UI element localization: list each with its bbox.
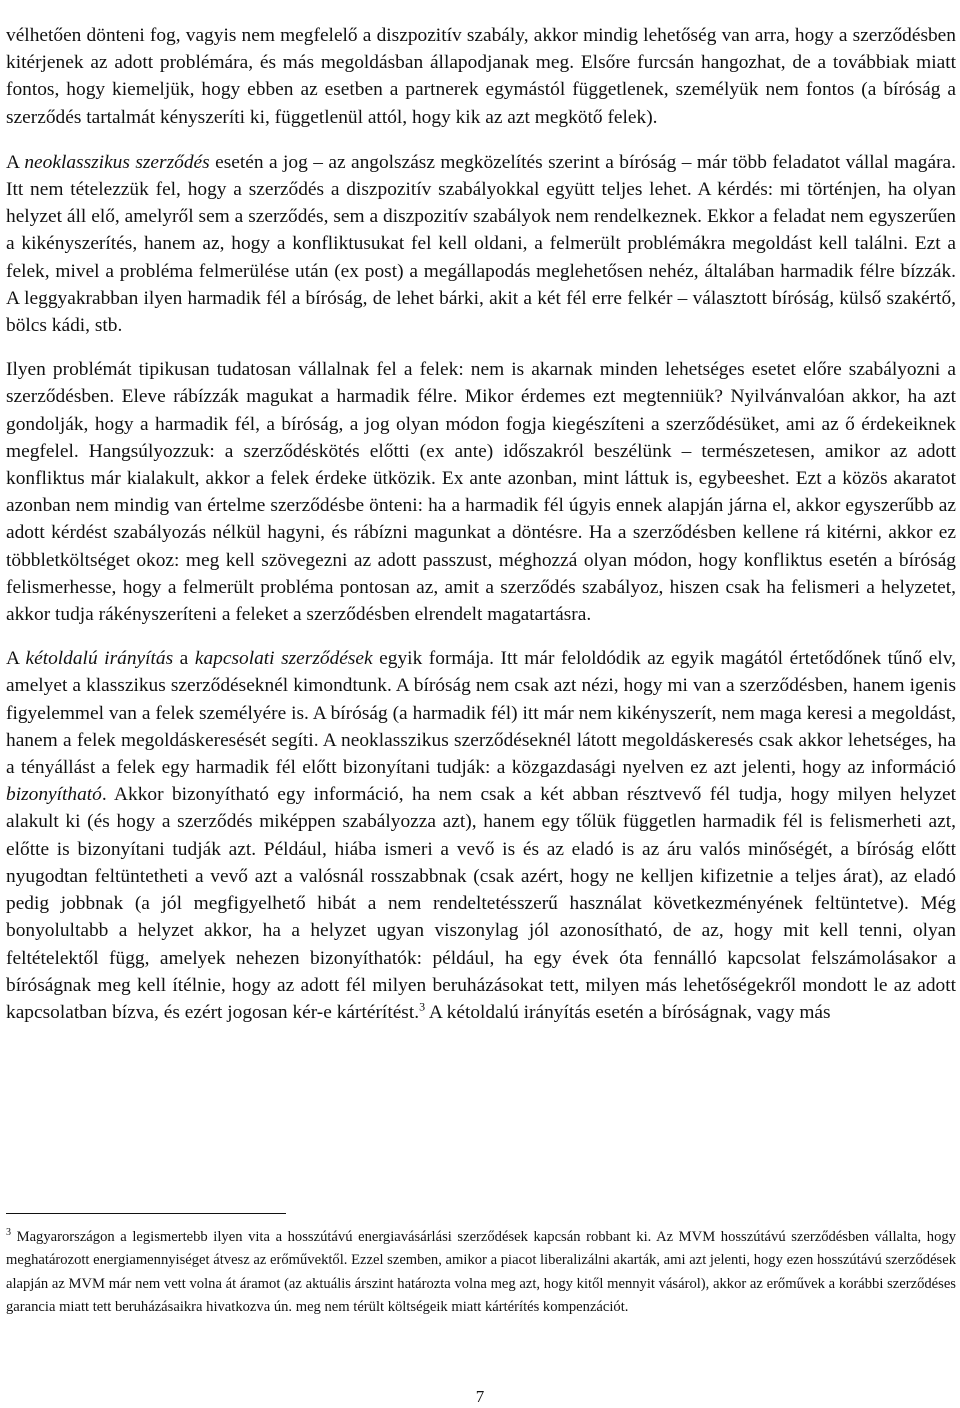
footnote-separator bbox=[6, 1213, 286, 1214]
text-segment: Ilyen problémát tipikusan tudatosan vállalnak fel a felek: nem is akarnak minden lehetséges esetet előre szabályozni a szerződésben. Eleve rábízzák magukat a harmadik félre. Mikor érdemes ezt megtenniük? Nyilvánvalóan akkor, ha azt gondolják, hogy a harmadik fél, a bíróság, a jog olyan módon fogja kiegészíteni a szerződésüket, ami az ő érdekeiknek megfelel. Hangsúlyozzuk: a szerződéskötés előtti (ex ante) időszakról beszélünk – természetesen, amikor az adott konfliktus már kialakult, akkor a felek érdeke ütközik. Ex ante azonban, mint láttuk is, egybeeshet. Ezt a közös akaratot azonban nem mindig van értelme szerződésbe önteni: ha a harmadik fél úgyis ennek alapján járna el, akkor egyszerűbb az adott kérdést szabályozás nélkül hagyni, és rábízni magunkat a döntésre. Ha a szerződésben kellene rá kitérni, akkor ez többletköltséget okoz: meg kell szövegezni az adott passzust, méghozzá olyan módon, hogy konfliktus esetén a bíróság felismerhesse, hogy a felmerült probléma pontosan az, amit a szerződés szabályoz, hiszen csak ha felismeri a helyzetet, akkor tudja rákényszeríteni a feleket a szerződésben elrendelt magatartásra. bbox=[6, 359, 956, 626]
document-body bbox=[6, 22, 956, 1026]
text-segment: vélhetően dönteni fog, vagyis nem megfelelő a diszpozitív szabály, akkor mindig lehetőség van arra, hogy a szerződésben kitérjenek az adott problémára, és más megoldásban állapodjanak meg. Elsőre furcsán hangozhat, de a továbbiak miatt fontos, hogy kiemeljük, hogy ebben az esetben a partnerek egymástól függetlenek, személyük nem fontos (a bíróság a szerződés tartalmát kényszeríti ki, függetlenül attól, hogy kik az azt megkötő felek). bbox=[6, 25, 956, 128]
page-number: 7 bbox=[475, 1387, 485, 1406]
text-segment: . Akkor bizonyítható egy információ, ha nem csak a két abban résztvevő fél tudja, hogy milyen helyzet alakult ki (és hogy a szerződés miképpen szabályozza azt), hanem egy tőlük független harmadik fél is felismerheti azt, előtte is bizonyítani tudják azt. Például, hiába ismeri a vevő is és az eladó is az áru valós minőségét, a bíróság előtt nyugodtan feltüntetheti a vevő azt a valósnál rosszabbnak (csak azért, hogy ne kelljen kifizetnie a teljes árat), az eladó pedig jobbnak (a jól megfigyelhető hibát a nem rendeltetésszerű használat következményének feltüntetve). Még bonyolultabb a helyzet akkor, ha a helyzet ugyan viszonylag jól azonosítható, de az, hogy mit kell tenni, olyan feltételektől függ, amelyek nehezen bizonyíthatók: például, ha egy évek óta fennálló kapcsolat felszámolásakor a bíróságnak meg kell ítélnie, hogy az adott fél milyen beruházásokat tett, milyen más lehetőségekről mondott le az adott kapcsolatban bízva, és ezért jogosan kér-e kártérítést. bbox=[6, 784, 956, 1023]
footnote-reference: 3 bbox=[419, 999, 426, 1014]
footnote-marker: 3 bbox=[6, 1227, 11, 1239]
text-segment: A bbox=[6, 648, 26, 670]
paragraph-2 bbox=[6, 149, 956, 339]
text-segment: a bbox=[173, 648, 195, 670]
paragraph-4 bbox=[6, 645, 956, 1026]
footnote-text: Magyarországon a legismertebb ilyen vita a hosszútávú energiavásárlási szerződések kapcsán robbant ki. Az MVM hosszútávú szerződésben vállalta, hogy meghatározott energiamennyiséget átvesz az erőművektől. Ezzel szemben, amikor a piacot liberalizálni akarták, ami azt jelenti, hogy ezen hosszútávú szerződések alapján az MVM már nem vett volna át áramot (az aktuális árszint határozta volna meg azt, hogy kitől mennyit vásárol), akkor az erőművek a korábbi szerződéses garancia miatt tett beruházásaikra hivatkozva ún. meg nem térült költségeik miatt kártérítés kompenzációt. bbox=[6, 1229, 956, 1316]
paragraph-3 bbox=[6, 356, 956, 628]
emphasis-text: bizonyítható bbox=[6, 784, 102, 806]
emphasis-text: kapcsolati szerződések bbox=[194, 648, 373, 670]
text-segment: A bbox=[6, 151, 25, 173]
emphasis-text: neoklasszikus szerződés bbox=[24, 151, 210, 173]
text-segment: A kétoldalú irányítás esetén a bíróságnak, vagy más bbox=[425, 1001, 831, 1023]
text-segment: esetén a jog – az angolszász megközelítés szerint a bíróság – már több feladatot vállal magára. Itt nem tételezzük fel, hogy a szerződés a diszpozitív szabályokkal együtt teljes lehet. A kérdés: mi történjen, ha olyan helyzet áll elő, amelyről sem a szerződés, sem a diszpozitív szabályok nem rendelkeznek. Ekkor a feladat nem egyszerűen a kikényszerítés, hanem az, hogy a konfliktusukat fel kell oldani, a felmerült problémákra megoldást kell találni. Ezt a felek, mivel a probléma felmerülése után (ex post) a megállapodás meglehetősen nehéz, általában harmadik félre bízzák. A leggyakrabban ilyen harmadik fél a bíróság, de lehet bárki, akit a két fél erre felkér – választott bíróság, külső szakértő, bölcs kádi, stb. bbox=[6, 151, 957, 337]
text-segment: egyik formája. Itt már feloldódik az egyik magától értetődőnek tűnő elv, amelyet a klasszikus szerződéseknél kimondtunk. A bíróság nem csak azt nézi, hogy mi van a szerződésben, hanem igenis figyelemmel van a felek személyére is. A bíróság (a harmadik fél) itt már nem kikényszerít, nem maga keresi a megoldást, hanem a felek megoldáskeresését segíti. A neoklasszikus szerződéseknél látott megoldáskeresés csak akkor lehetséges, ha a tényállást a felek egy harmadik fél előtt bizonyítani tudják: a közgazdasági nyelven ez azt jelenti, hogy az információ bbox=[6, 648, 956, 779]
emphasis-text: kétoldalú irányítás bbox=[25, 648, 174, 670]
footnote bbox=[6, 1226, 956, 1320]
paragraph-1 bbox=[6, 22, 956, 131]
